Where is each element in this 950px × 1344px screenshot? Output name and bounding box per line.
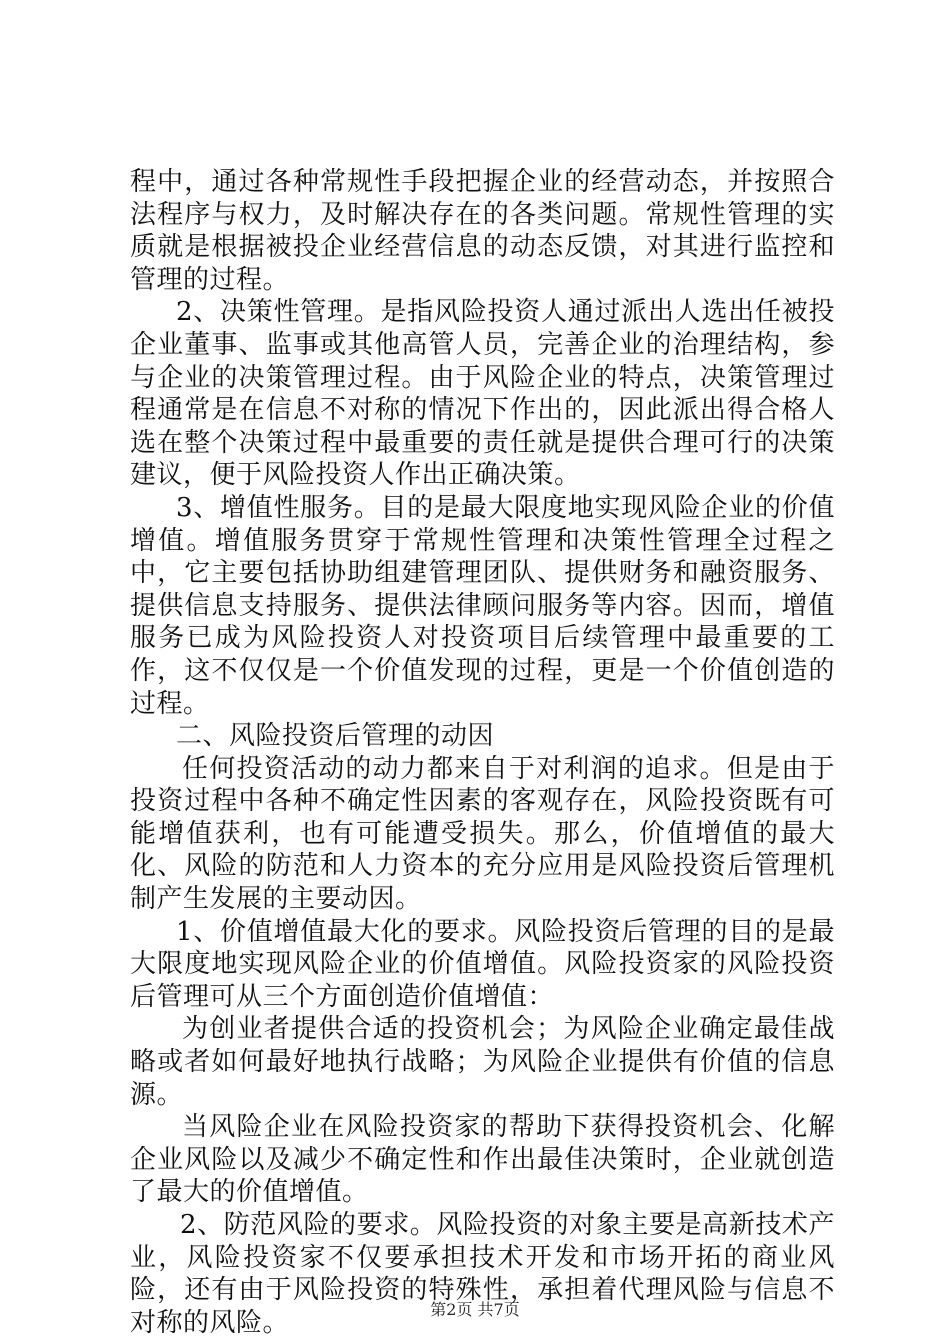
page-number-footer: 第2页 共7页 [430,1300,520,1319]
paragraph-value-added-service: 3、增值性服务。目的是最大限度地实现风险企业的价值增值。增值服务贯穿于常规性管理和决策性管理全过程之中，它主要包括协助组建管理团队、提供财务和融资服务、提供信息支持服务、提供法律顾问服务等内容。因而，增值服务已成为风险投资人对投资项目后续管理中最重要的工作，这不仅仅是一个价值发现的过程，更是一个价值创造的过程。 [130,492,835,719]
paragraph-motivation-intro: 任何投资活动的动力都来自于对利润的追求。但是由于投资过程中各种不确定性因素的客观存在，风险投资既有可能增值获利，也有可能遭受损失。那么，价值增值的最大化、风险的防范和人力资本的充分应用是风险投资后管理机制产生发展的主要动因。 [130,753,835,915]
section-heading-motivation: 二、风险投资后管理的动因 [176,721,495,752]
paragraph-continuation: 程中，通过各种常规性手段把握企业的经营动态，并按照合法程序与权力，及时解决存在的各类问题。常规性管理的实质就是根据被投企业经营信息的动态反馈，对其进行监控和管理的过程。 [130,167,835,295]
paragraph-value-maximization: 1、价值增值最大化的要求。风险投资后管理的目的是最大限度地实现风险企业的价值增值。风险投资家的风险投资后管理可从三个方面创造价值增值： [130,916,835,1012]
paragraph-value-sources: 为创业者提供合适的投资机会；为风险企业确定最佳战略或者如何最好地执行战略；为风险企业提供有价值的信息源。 [130,1014,835,1110]
paragraph-value-creation: 当风险企业在风险投资家的帮助下获得投资机会、化解企业风险以及减少不确定性和作出最佳决策时，企业就创造了最大的价值增值。 [130,1112,835,1208]
paragraph-decision-management: 2、决策性管理。是指风险投资人通过派出人选出任被投企业董事、监事或其他高管人员，完善企业的治理结构，参与企业的决策管理过程。由于风险企业的特点，决策管理过程通常是在信息不对称的情况下作出的，因此派出得合格人选在整个决策过程中最重要的责任就是提供合理可行的决策建议，便于风险投资人作出正确决策。 [130,297,835,491]
document-body [130,166,835,1339]
paragraph-risk-prevention: 2、防范风险的要求。风险投资的对象主要是高新技术产业，风险投资家不仅要承担技术开发和市场开拓的商业风险，还有由于风险投资的特殊性，承担着代理风险与信息不对称的风险。 [130,1210,835,1338]
